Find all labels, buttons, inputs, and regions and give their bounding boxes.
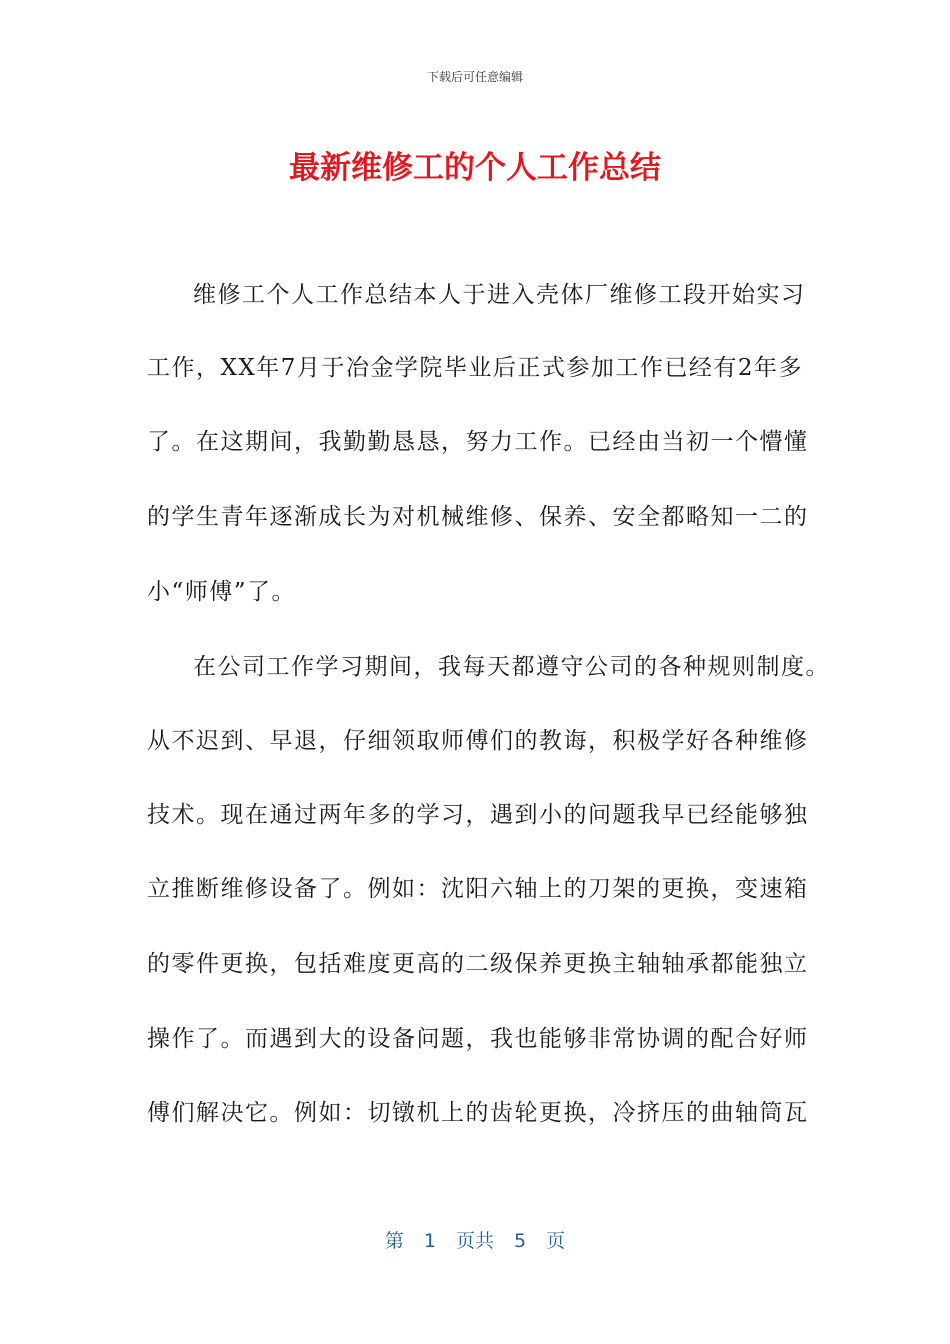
body-line: 的学生青年逐渐成长为对机械维修、保养、安全都略知一二的 [147, 504, 809, 530]
footer-total-pages: 5 [514, 1230, 527, 1252]
page-footer [0, 1226, 950, 1253]
body-line: 从不迟到、早退，仔细领取师傅们的教诲，积极学好各种维修 [147, 728, 809, 754]
body-line: 小“师傅”了。 [147, 579, 297, 605]
body-line: 的零件更换，包括难度更高的二级保养更换主轴轴承都能独立 [147, 951, 809, 977]
body-line: 操作了。而遇到大的设备问题，我也能够非常协调的配合好师 [147, 1026, 809, 1052]
document-title: 最新维修工的个人工作总结 [289, 150, 661, 186]
footer-page-word: 第 [384, 1230, 404, 1252]
body-line: 在公司工作学习期间，我每天都遵守公司的各种规则制度。 [193, 654, 830, 680]
header-note: 下载后可任意编辑 [426, 70, 523, 84]
body-line: 了。在这期间，我勤勤恳恳，努力工作。已经由当初一个懵懂 [147, 429, 809, 455]
body-line: 工作，XX年7月于冶金学院毕业后正式参加工作已经有2年多 [147, 355, 804, 381]
body-line: 傅们解决它。例如：切镦机上的齿轮更换，冷挤压的曲轴筒瓦 [147, 1100, 809, 1126]
body-line: 维修工个人工作总结本人于进入壳体厂维修工段开始实习 [193, 282, 806, 308]
body-line: 立推断维修设备了。例如：沈阳六轴上的刀架的更换，变速箱 [147, 876, 809, 902]
footer-page-unit: 页 [546, 1230, 566, 1252]
footer-page-total-label: 页共 [455, 1230, 494, 1252]
footer-page-number: 1 [423, 1230, 436, 1252]
body-line: 技术。现在通过两年多的学习，遇到小的问题我早已经能够独 [147, 802, 809, 828]
